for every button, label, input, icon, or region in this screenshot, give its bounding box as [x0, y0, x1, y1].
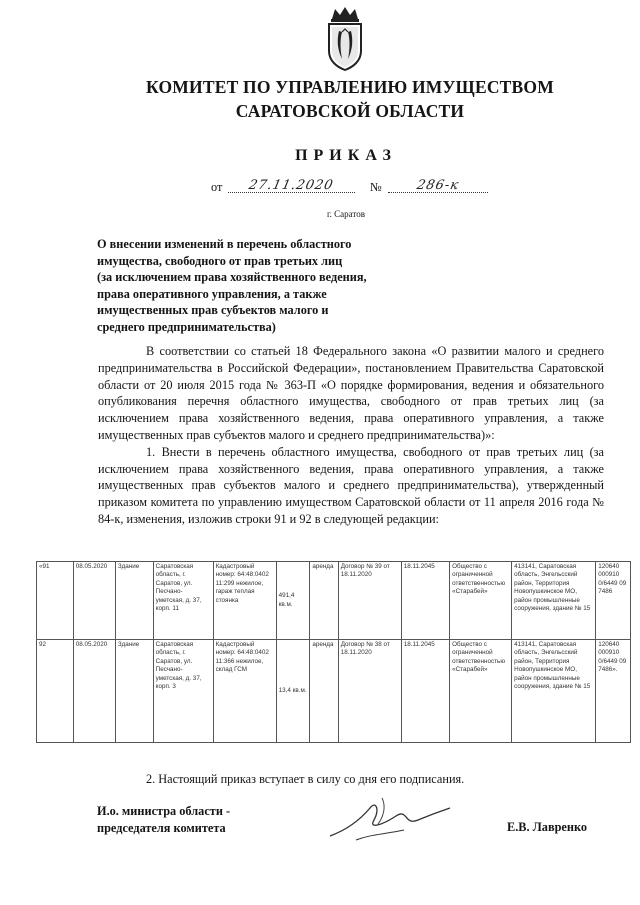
city-label: г. Саратов	[327, 209, 365, 219]
number-field	[388, 176, 488, 193]
organization-title-line2: САРАТОВСКОЙ ОБЛАСТИ	[235, 101, 465, 121]
order-subject	[97, 236, 427, 336]
row-tenant-address-cell: 413141, Саратовская область, Энгельсский район, Территория Новопушкинское МО, район промышленные сооружения, здание № 15	[512, 562, 596, 640]
row-kind-cell: аренда	[310, 640, 338, 743]
handwritten-number: 286-к	[415, 178, 461, 193]
row-tenant-cell: Общество с ограниченной ответственностью «Старабей»	[450, 562, 512, 640]
item-1-paragraph: 1. Внести в перечень областного имущества, свободного от прав третьих лиц (за исключением права хозяйственного ведения, права оперативного управления, а также имущественных прав субъектов малого и среднего предпринимательства), утвержденный приказом комитета по управлению имуществом Саратовской области от 11 апреля 2016 года № 84-к, изменения, изложив строки 91 и 92 в следующей редакции:	[98, 444, 604, 526]
order-body	[98, 343, 604, 528]
row-date-cell: 08.05.2020	[73, 562, 115, 640]
row-contract-cell: Договор № 38 от 18.11.2020	[338, 640, 401, 743]
row-tenant-address-cell: 413141, Саратовская область, Энгельсский район, Территория Новопушкинское МО, район промышленные сооружения, здание № 15	[512, 640, 596, 743]
handwritten-date: 27.11.2020	[247, 178, 336, 193]
row-kind-cell: аренда	[310, 562, 338, 640]
date-prefix: от	[211, 180, 223, 194]
row-type-cell: Здание	[115, 562, 153, 640]
row-address-cell: Саратовская область, г. Саратов, ул. Песчано-уметская, д. 37, корп. 3	[153, 640, 213, 743]
subject-line: имущественных прав субъектов малого и	[97, 303, 329, 318]
subject-line: (за исключением права хозяйственного ведения,	[97, 270, 367, 285]
row-area-cell: 13,4 кв.м.	[276, 640, 310, 743]
row-number-cell: 92	[37, 640, 74, 743]
row-area-cell: 491,4 кв.м.	[276, 562, 310, 640]
row-inn-cell: 120640 000910 0/6449 09 7486	[596, 562, 631, 640]
number-prefix: №	[370, 180, 382, 194]
subject-line: О внесении изменений в перечень областного	[97, 237, 352, 251]
coat-of-arms-emblem	[323, 5, 367, 71]
row-until-cell: 18.11.2045	[401, 562, 449, 640]
row-inn-cell: 120640 000910 0/6449 09 7486».	[596, 640, 631, 743]
document-type-title: ПРИКАЗ	[295, 147, 397, 164]
row-until-cell: 18.11.2045	[401, 640, 449, 743]
signatory-role	[97, 803, 230, 837]
row-tenant-cell: Общество с ограниченной ответственностью «Старабей»	[450, 640, 512, 743]
item-2-paragraph: 2. Настоящий приказ вступает в силу со дня его подписания.	[146, 772, 465, 786]
row-number-cell: «91	[37, 562, 74, 640]
row-cadastral-cell: Кадастровый номер: 64:48:0402 11:366 нежилое, склад ГСМ	[213, 640, 276, 743]
property-rows-table	[36, 561, 631, 743]
subject-line: среднего предпринимательства)	[97, 319, 276, 334]
signatory-name: Е.В. Лавренко	[507, 820, 588, 834]
preamble-paragraph: В соответствии со статьей 18 Федерального закона «О развитии малого и среднего предпринимательства в Российской Федерации», постановлением Правительства Саратовской области от 20 июля 2015 года № 363-П «О порядке формирования, ведения и обязательного опубликования перечня областного имущества, свободного от прав третьих лиц (за исключением права хозяйственного ведения, права оперативного управления, а также имущественных прав субъектов малого и среднего предпринимательства)»:	[98, 344, 604, 442]
table-row	[37, 640, 631, 743]
signatory-role-line: И.о. министра области -	[97, 804, 231, 818]
date-field	[228, 176, 355, 193]
table-row	[37, 562, 631, 640]
handwritten-signature	[326, 790, 456, 850]
row-date-cell: 08.05.2020	[73, 640, 115, 743]
row-contract-cell: Договор № 39 от 18.11.2020	[338, 562, 401, 640]
row-type-cell: Здание	[115, 640, 153, 743]
row-cadastral-cell: Кадастровый номер: 64:48:0402 11:299 нежилое, гараж теплая стоянка	[213, 562, 276, 640]
organization-title-line1: КОМИТЕТ ПО УПРАВЛЕНИЮ ИМУЩЕСТВОМ	[146, 77, 554, 97]
subject-line: права оперативного управления, а также	[97, 286, 327, 301]
row-address-cell: Саратовская область, г. Саратов, ул. Песчано-уметская, д. 37, корп. 11	[153, 562, 213, 640]
signatory-role-line: председателя комитета	[97, 821, 226, 835]
subject-line: имущества, свободного от прав третьих лиц	[97, 253, 343, 268]
